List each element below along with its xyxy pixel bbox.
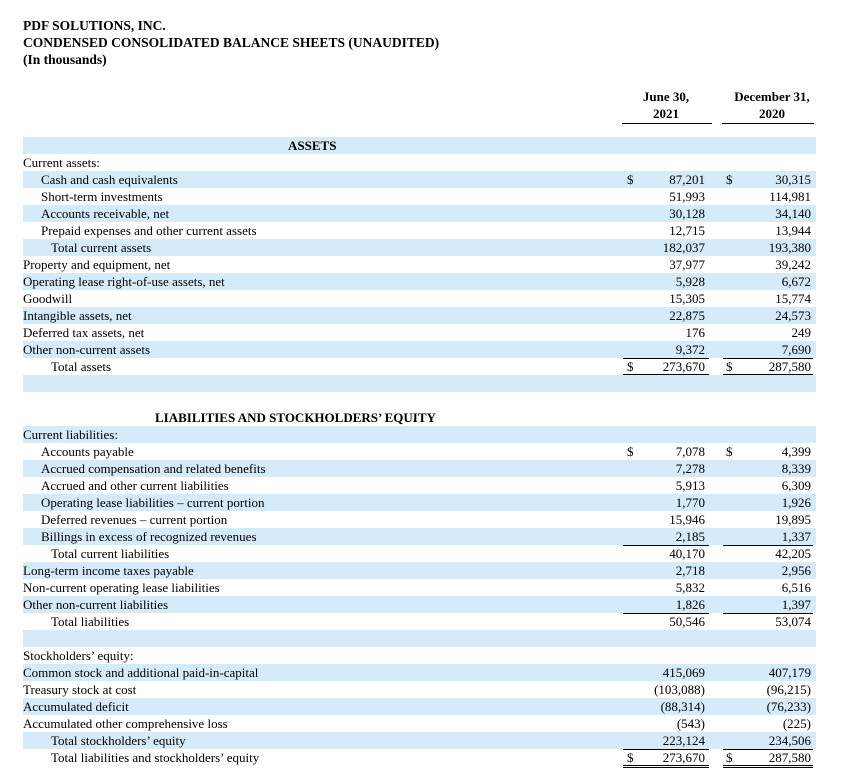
value-june-2021: 15,946 <box>669 512 705 527</box>
table-row <box>23 596 816 613</box>
statement-title: CONDENSED CONSOLIDATED BALANCE SHEETS (UNAUDITED) <box>23 35 440 50</box>
dollar-sign: $ <box>627 444 634 459</box>
value-june-2021: 5,928 <box>675 274 705 289</box>
value-june-2021: 1,826 <box>675 597 705 612</box>
row-label: Accrued and other current liabilities <box>41 478 229 493</box>
table-row <box>23 545 816 562</box>
row-label: Total assets <box>51 359 112 374</box>
dollar-sign: $ <box>726 359 733 374</box>
value-dec-2020: 6,516 <box>781 580 811 595</box>
value-june-2021: 176 <box>685 325 705 340</box>
row-label: Long-term income taxes payable <box>23 563 194 578</box>
value-dec-2020: 13,944 <box>775 223 811 238</box>
value-june-2021: 5,832 <box>675 580 705 595</box>
col2-header-underline <box>722 123 814 124</box>
table-row <box>23 613 816 630</box>
row-label: Stockholders’ equity: <box>23 648 134 663</box>
col2-header-line2: 2020 <box>759 106 785 121</box>
table-row <box>23 477 816 494</box>
row-label: Total current liabilities <box>51 546 170 561</box>
value-june-2021: 7,078 <box>675 444 705 459</box>
value-june-2021: 7,278 <box>675 461 705 476</box>
value-dec-2020: (76,233) <box>766 699 811 714</box>
row-label: Intangible assets, net <box>23 308 132 323</box>
value-june-2021: 1,770 <box>675 495 705 510</box>
col1-header-line2: 2021 <box>653 106 679 121</box>
section-heading-assets: ASSETS <box>288 138 337 153</box>
value-june-2021: 12,715 <box>669 223 705 238</box>
value-june-2021: 223,124 <box>662 733 705 748</box>
value-june-2021: 415,069 <box>662 665 705 680</box>
units-note: (In thousands) <box>23 52 107 67</box>
company-name: PDF SOLUTIONS, INC. <box>23 18 166 33</box>
value-june-2021: 273,670 <box>662 359 705 374</box>
row-label: Non-current operating lease liabilities <box>23 580 220 595</box>
row-label: Total current assets <box>51 240 152 255</box>
value-dec-2020: 193,380 <box>768 240 811 255</box>
row-label: Other non-current assets <box>23 342 151 357</box>
value-dec-2020: 407,179 <box>768 665 811 680</box>
row-label: Other non-current liabilities <box>23 597 169 612</box>
dollar-sign: $ <box>627 750 634 765</box>
table-row <box>23 511 816 528</box>
table-row <box>23 256 816 273</box>
row-label: Deferred tax assets, net <box>23 325 145 340</box>
row-label: Accrued compensation and related benefits <box>41 461 266 476</box>
dollar-sign: $ <box>726 444 733 459</box>
table-row <box>23 749 816 766</box>
value-dec-2020: 287,580 <box>768 750 811 765</box>
table-row <box>23 222 816 239</box>
table-row <box>23 358 816 375</box>
row-label: Current assets: <box>23 155 100 170</box>
row-label: Deferred revenues – current portion <box>41 512 228 527</box>
row-label: Short-term investments <box>41 189 163 204</box>
value-dec-2020: 4,399 <box>781 444 811 459</box>
value-dec-2020: 287,580 <box>768 359 811 374</box>
table-row <box>23 171 816 188</box>
table-row <box>23 664 816 681</box>
row-label: Accumulated deficit <box>23 699 129 714</box>
value-june-2021: 22,875 <box>669 308 705 323</box>
value-june-2021: 182,037 <box>662 240 705 255</box>
table-row <box>23 324 816 341</box>
row-label: Goodwill <box>23 291 73 306</box>
row-label: Property and equipment, net <box>23 257 171 272</box>
table-row <box>23 154 816 171</box>
value-dec-2020: 7,690 <box>781 342 811 357</box>
value-dec-2020: 1,926 <box>781 495 811 510</box>
row-label: Total liabilities <box>51 614 130 629</box>
value-dec-2020: 42,205 <box>775 546 811 561</box>
table-row <box>23 137 816 154</box>
value-dec-2020: 1,337 <box>781 529 811 544</box>
row-label: Operating lease liabilities – current portion <box>41 495 265 510</box>
table-row <box>23 732 816 749</box>
table-row <box>23 579 816 596</box>
row-label: Total liabilities and stockholders’ equity <box>51 750 260 765</box>
value-june-2021: 37,977 <box>669 257 705 272</box>
table-row <box>23 239 816 256</box>
dollar-sign: $ <box>627 172 634 187</box>
table-row <box>23 647 816 664</box>
col1-header-line1: June 30, <box>642 89 690 104</box>
row-label: Operating lease right-of-use assets, net <box>23 274 225 289</box>
row-label: Treasury stock at cost <box>23 682 137 697</box>
section-heading-liabilities-and-stockholders-equity: LIABILITIES AND STOCKHOLDERS’ EQUITY <box>155 410 436 425</box>
col2-header-line1: December 31, <box>734 89 810 104</box>
value-june-2021: 50,546 <box>669 614 705 629</box>
table-row <box>23 290 816 307</box>
table-row <box>23 392 816 409</box>
value-dec-2020: 249 <box>791 325 811 340</box>
value-dec-2020: 2,956 <box>781 563 811 578</box>
table-row <box>23 426 816 443</box>
value-dec-2020: 1,397 <box>781 597 811 612</box>
value-dec-2020: 6,672 <box>781 274 811 289</box>
value-june-2021: 2,718 <box>675 563 705 578</box>
table-row <box>23 528 816 545</box>
value-dec-2020: 39,242 <box>775 257 811 272</box>
table-row <box>23 307 816 324</box>
col1-header-underline <box>622 123 712 124</box>
row-label: Accumulated other comprehensive loss <box>23 716 228 731</box>
table-row <box>23 188 816 205</box>
value-june-2021: 30,128 <box>669 206 705 221</box>
row-label: Common stock and additional paid-in-capital <box>23 665 259 680</box>
value-june-2021: 51,993 <box>669 189 705 204</box>
dollar-sign: $ <box>726 172 733 187</box>
table-row <box>23 562 816 579</box>
dollar-sign: $ <box>627 359 634 374</box>
value-june-2021: 5,913 <box>675 478 705 493</box>
value-dec-2020: 19,895 <box>775 512 811 527</box>
value-dec-2020: 234,506 <box>768 733 811 748</box>
value-june-2021: 15,305 <box>669 291 705 306</box>
value-dec-2020: 6,309 <box>781 478 811 493</box>
value-june-2021: 40,170 <box>669 546 705 561</box>
dollar-sign: $ <box>726 750 733 765</box>
table-row <box>23 409 816 426</box>
table-row <box>23 205 816 222</box>
value-dec-2020: (96,215) <box>766 682 811 697</box>
table-row <box>23 681 816 698</box>
value-dec-2020: 15,774 <box>775 291 811 306</box>
value-june-2021: 273,670 <box>662 750 705 765</box>
row-label: Cash and cash equivalents <box>41 172 178 187</box>
value-dec-2020: 114,981 <box>769 189 811 204</box>
table-row <box>23 715 816 732</box>
value-june-2021: 9,372 <box>675 342 705 357</box>
value-june-2021: 87,201 <box>669 172 705 187</box>
value-dec-2020: 24,573 <box>775 308 811 323</box>
row-label: Total stockholders’ equity <box>51 733 186 748</box>
table-row <box>23 375 816 392</box>
table-row <box>23 630 816 647</box>
value-dec-2020: 34,140 <box>775 206 811 221</box>
row-label: Current liabilities: <box>23 427 118 442</box>
row-label: Prepaid expenses and other current assets <box>41 223 257 238</box>
value-june-2021: (543) <box>676 716 705 731</box>
table-row <box>23 460 816 477</box>
table-row <box>23 443 816 460</box>
value-dec-2020: 30,315 <box>775 172 811 187</box>
table-row <box>23 494 816 511</box>
value-june-2021: (88,314) <box>660 699 705 714</box>
table-row <box>23 341 816 358</box>
table-row <box>23 698 816 715</box>
value-dec-2020: (225) <box>782 716 811 731</box>
value-june-2021: 2,185 <box>675 529 705 544</box>
table-row <box>23 273 816 290</box>
row-label: Accounts payable <box>41 444 134 459</box>
value-dec-2020: 8,339 <box>781 461 811 476</box>
row-label: Accounts receivable, net <box>41 206 170 221</box>
row-label: Billings in excess of recognized revenues <box>41 529 257 544</box>
value-june-2021: (103,088) <box>654 682 705 697</box>
value-dec-2020: 53,074 <box>775 614 811 629</box>
